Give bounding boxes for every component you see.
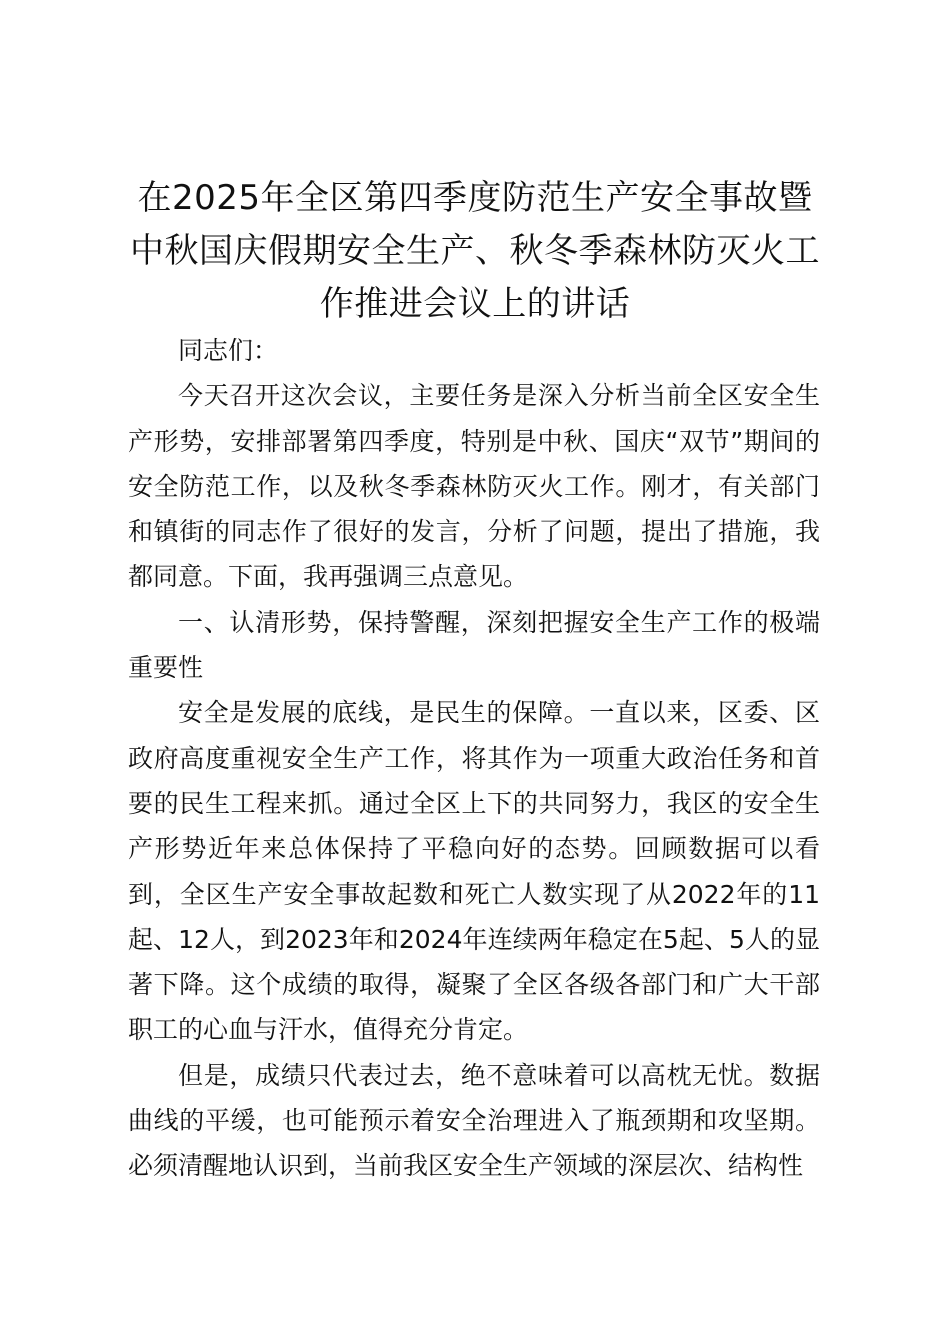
salutation: 同志们： <box>178 336 279 365</box>
document-title: 在2025年全区第四季度防范生产安全事故暨中秋国庆假期安全生产、秋冬季森林防灭火工作推进会议上的讲话 <box>130 178 820 324</box>
paragraph-intro: 今天召开这次会议，主要任务是深入分析当前全区安全生产形势，安排部署第四季度，特别是中秋、国庆“双节”期间的安全防范工作，以及秋冬季森林防灭火工作。刚才，有关部门和镇街的同志作了很好的发言，分析了问题，提出了措施，我都同意。下面，我再强调三点意见。 <box>128 381 820 592</box>
paragraph-safety-baseline: 安全是发展的底线，是民生的保障。一直以来，区委、区政府高度重视安全生产工作，将其作为一项重大政治任务和首要的民生工程来抓。通过全区上下的共同努力，我区的安全生产形势近年来总体保持了平稳向好的态势。回顾数据可以看到，全区生产安全事故起数和死亡人数实现了从2022年的11起、12人，到2023年和2024年连续两年稳定在5起、5人的显著下降。这个成绩的取得，凝聚了全区各级各部门和广大干部职工的心血与汗水，值得充分肯定。 <box>128 698 820 1045</box>
section-heading-1: 一、认清形势，保持警醒，深刻把握安全生产工作的极端重要性 <box>128 607 820 683</box>
document-body <box>128 328 820 1189</box>
paragraph-however: 但是，成绩只代表过去，绝不意味着可以高枕无忧。数据曲线的平缓，也可能预示着安全治理进入了瓶颈期和攻坚期。必须清醒地认识到，当前我区安全生产领域的深层次、结构性 <box>128 1060 820 1181</box>
